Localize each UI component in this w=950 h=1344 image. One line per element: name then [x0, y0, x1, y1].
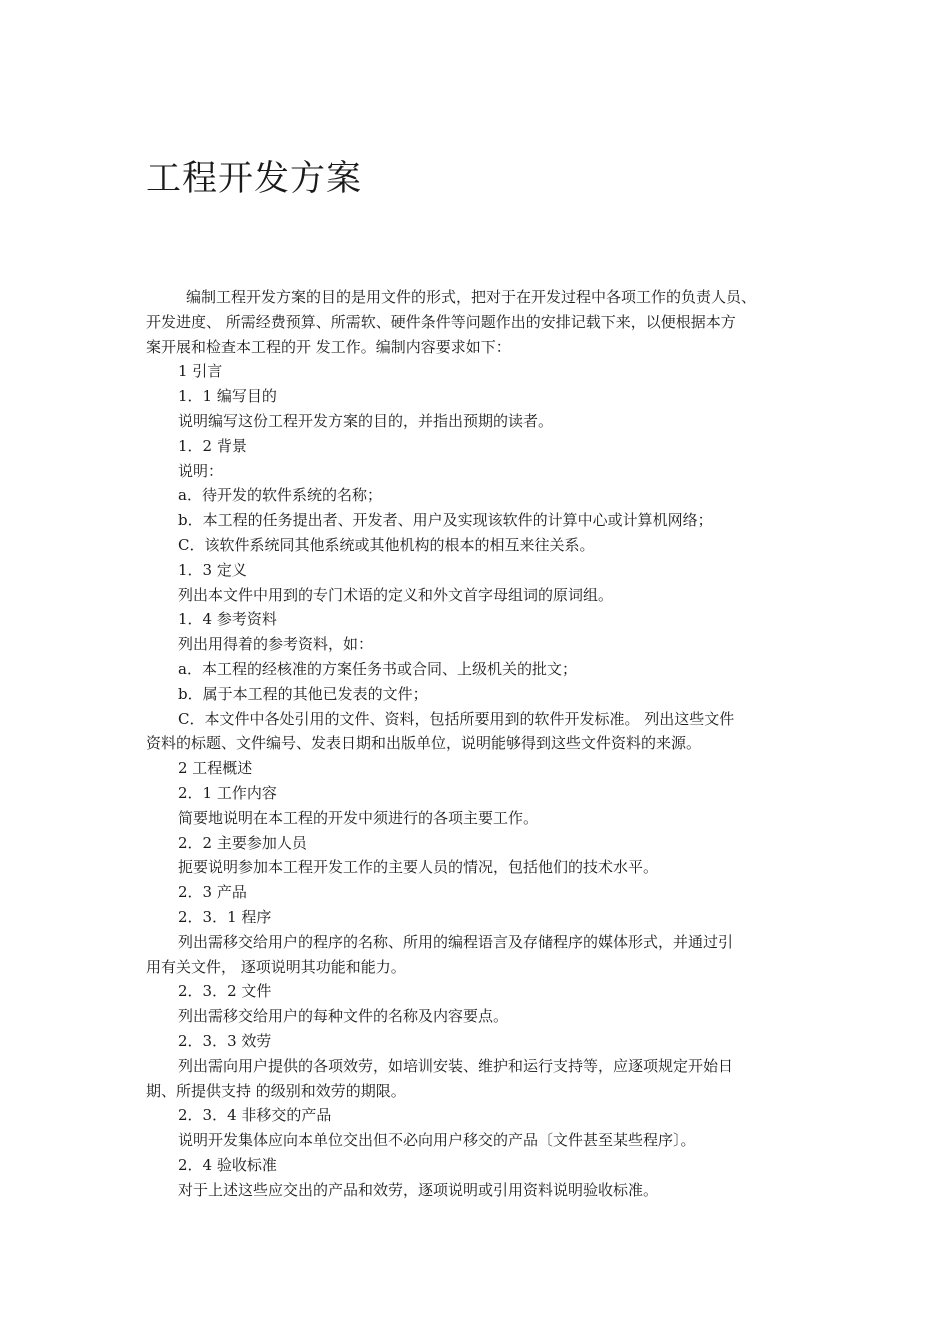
body-line: 列出用得着的参考资料，如： [178, 635, 374, 654]
body-line: 2．1 工作内容 [178, 783, 277, 802]
body-line: 列出本文件中用到的专门术语的定义和外文首字母组词的原词组。 [178, 585, 614, 604]
body-line: 1．4 参考资料 [178, 610, 277, 629]
body-line: 1 引言 [178, 362, 223, 381]
body-line: 2．3 产品 [178, 883, 247, 902]
body-line: b．属于本工程的其他已发表的文件； [178, 684, 428, 703]
body-line: 编制工程开发方案的目的是用文件的形式，把对于在开发过程中各项工作的负责人员、 [186, 288, 757, 306]
body-line: 说明： [178, 461, 224, 480]
body-line: 说明开发集体应向本单位交出但不必向用户移交的产品〔文件甚至某些程序〕。 [178, 1131, 696, 1150]
body-line: 资料的标题、文件编号、发表日期和出版单位，说明能够得到这些文件资料的来源。 [146, 734, 702, 753]
body-line: 1．3 定义 [178, 560, 247, 579]
document-body [146, 285, 818, 1202]
body-line: 期、所提供支持 的级别和效劳的期限。 [146, 1081, 406, 1100]
body-line: 列出需移交给用户的程序的名称、所用的编程语言及存储程序的媒体形式，并通过引 [178, 932, 734, 951]
body-line: 对于上述这些应交出的产品和效劳，逐项说明或引用资料说明验收标准。 [178, 1180, 659, 1199]
body-line: 开发进度、 所需经费预算、所需软、硬件条件等问题作出的安排记载下来，以便根据本方 [146, 312, 736, 331]
body-line: 用有关文件， 逐项说明其功能和能力。 [146, 957, 406, 976]
body-line: 1．2 背景 [178, 436, 247, 455]
document-title: 工程开发方案 [146, 159, 363, 199]
body-line: 2．4 验收标准 [178, 1155, 277, 1174]
body-line: 2．3．3 效劳 [178, 1031, 272, 1050]
body-line: C．该软件系统同其他系统或其他机构的根本的相互来往关系。 [178, 535, 595, 554]
body-line: 2．3．4 非移交的产品 [178, 1106, 332, 1125]
body-line: 列出需向用户提供的各项效劳，如培训安装、维护和运行支持等，应逐项规定开始日 [178, 1056, 734, 1075]
body-line: 列出需移交给用户的每种文件的名称及内容要点。 [178, 1007, 509, 1026]
body-line: 2．3．1 程序 [178, 907, 272, 926]
body-line: C．本文件中各处引用的文件、资料，包括所要用到的软件开发标准。 列出这些文件 [178, 709, 735, 728]
body-line: 简要地说明在本工程的开发中须进行的各项主要工作。 [178, 808, 539, 827]
body-line: 案开展和检查本工程的开 发工作。编制内容要求如下： [146, 337, 511, 356]
body-line: 2 工程概述 [178, 759, 253, 778]
body-line: 1．1 编写目的 [178, 387, 277, 406]
body-line: 2．3．2 文件 [178, 982, 272, 1001]
body-line: a．待开发的软件系统的名称； [178, 486, 382, 505]
body-line: b．本工程的任务提出者、开发者、用户及实现该软件的计算中心或计算机网络； [178, 511, 713, 530]
body-line: 说明编写这份工程开发方案的目的，并指出预期的读者。 [178, 411, 554, 430]
body-line: 扼要说明参加本工程开发工作的主要人员的情况，包括他们的技术水平。 [178, 858, 659, 877]
body-line: 2．2 主要参加人员 [178, 833, 307, 852]
body-line: a．本工程的经核准的方案任务书或合同、上级机关的批文； [178, 659, 577, 678]
